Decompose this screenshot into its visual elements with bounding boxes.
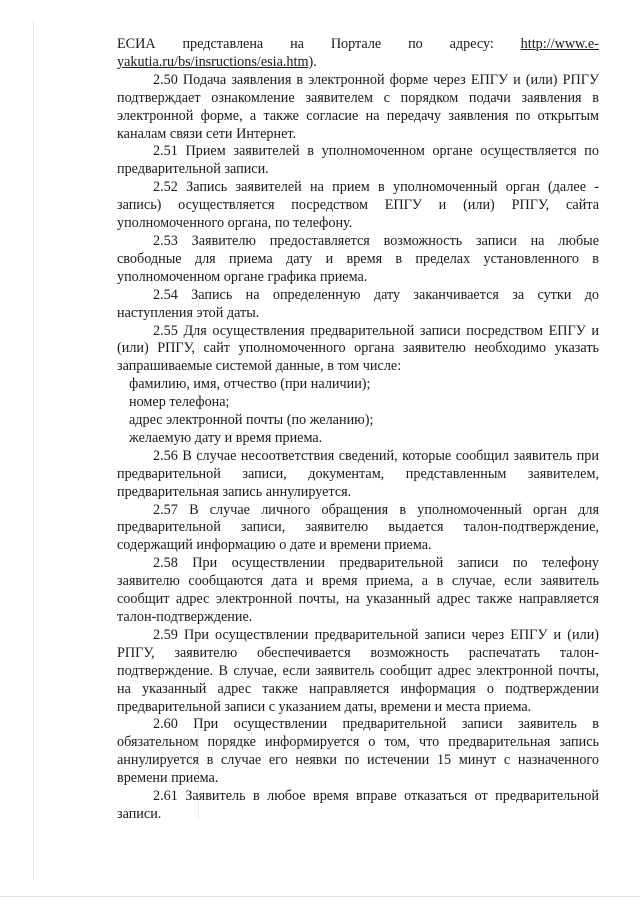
paragraph-text: Запись на определенную дату заканчивается за сутки до наступления этой даты. (117, 286, 600, 321)
paragraph-2-61 (117, 788, 599, 824)
paragraph-text: В случае личного обращения в уполномоченный орган для предварительной записи, заявителю выдается талон-подтверждение, содержащий информацию о дате и времени приема. (117, 501, 599, 554)
paragraph-number: 2.54 (153, 286, 178, 303)
paragraph-2-59 (117, 627, 599, 717)
paragraph-text: При осуществлении предварительной записи через ЕПГУ и (или) РПГУ, заявителю обеспечивается возможность распечатать талон-подтверждение. В случае, если заявитель сообщит адрес электронной почты, на указанный адрес также направляется информация о подтверждении предварительной записи с указанием даты, времени и места приема. (117, 626, 600, 715)
word: на (290, 36, 304, 52)
list-item-name: фамилию, имя, отчество (при наличии); (129, 376, 371, 393)
continuation-line (117, 36, 599, 54)
paragraph-number: 2.50 (153, 71, 178, 88)
paragraph-number: 2.53 (153, 232, 178, 249)
paragraph-text: Заявителю предоставляется возможность записи на любые свободные для приема дату и время в пределах установленного в уполномоченном органе графика приема. (117, 232, 599, 285)
paragraph-2-57 (117, 502, 599, 556)
paragraph-number: 2.55 (153, 322, 178, 339)
paragraph-text: При осуществлении предварительной записи по телефону заявителю сообщаются дата и время приема, а в случае, если заявитель сообщит адрес электронной почты, на указанный адрес также направляется талон-подтверждение. (117, 555, 599, 625)
word: адресу: (449, 36, 494, 52)
document-body (117, 36, 599, 824)
word: Портале (330, 36, 382, 52)
word: представлена (182, 36, 264, 52)
paragraph-text: Заявитель в любое время вправе отказаться от предварительной записи. (117, 788, 599, 822)
list-item-date-time: желаемую дату и время приема. (129, 429, 323, 446)
paragraph-2-50 (117, 72, 599, 144)
paragraph-text: Для осуществления предварительной записи посредством ЕПГУ и (или) РПГУ, сайт уполномоченного органа заявителю необходимо указать запрашиваемые системой данные, в том числе: (117, 322, 599, 375)
paragraph-2-58 (117, 555, 599, 627)
link-closing: ). (308, 53, 317, 70)
paragraph-2-53 (117, 233, 599, 287)
list-item-phone: номер телефона; (129, 394, 230, 411)
paragraph-text: Подача заявления в электронной форме через ЕПГУ и (или) РПГУ подтверждает ознакомление заявителем с порядком подачи заявления в электронной форме, а также согласие на передачу заявления по открытым каналам связи сети Интернет. (117, 71, 599, 142)
paragraph-2-54 (117, 287, 599, 323)
esia-link-part1[interactable]: http://www.e- (520, 36, 599, 52)
paragraph-text: При осуществлении предварительной записи заявитель в обязательном порядке информируется о том, что предварительная запись аннулируется в случае его неявки по истечении 15 минут с назначенного времени приема. (117, 716, 599, 787)
paragraph-2-51 (117, 143, 599, 179)
paragraph-2-56 (117, 448, 599, 502)
paragraph-number: 2.59 (153, 626, 178, 643)
scan-artifact-left-line (33, 20, 34, 880)
paragraph-number: 2.61 (153, 788, 178, 805)
word: по (408, 36, 423, 52)
paragraph-number: 2.51 (153, 143, 178, 160)
paragraph-text: В случае несоответствия сведений, которые сообщил заявитель при предварительной записи, документам, представленным заявителем, предварительная запись аннулируется. (117, 447, 599, 500)
paragraph-number: 2.52 (153, 179, 178, 196)
list-item-email: адрес электронной почты (по желанию); (129, 412, 374, 429)
paragraph-2-55 (117, 323, 599, 377)
paragraph-number: 2.57 (153, 501, 178, 518)
continuation-line-2 (117, 54, 599, 72)
paragraph-2-60 (117, 716, 599, 788)
paragraph-text: Прием заявителей в уполномоченном органе осуществляется по предварительной записи. (117, 143, 599, 178)
paragraph-number: 2.58 (153, 555, 178, 572)
word: ЕСИА (117, 36, 156, 52)
paragraph-number: 2.60 (153, 716, 178, 733)
esia-link-part2[interactable]: yakutia.ru/bs/insructions/esia.htm (117, 53, 309, 70)
paragraph-number: 2.56 (153, 447, 178, 464)
paragraph-text: Запись заявителей на прием в уполномоченный орган (далее - запись) осуществляется посредством ЕПГУ и (или) РПГУ, сайта уполномоченного органа, по телефону. (117, 179, 599, 232)
scan-artifact-bottom-line (0, 896, 640, 897)
paragraph-2-52 (117, 179, 599, 233)
